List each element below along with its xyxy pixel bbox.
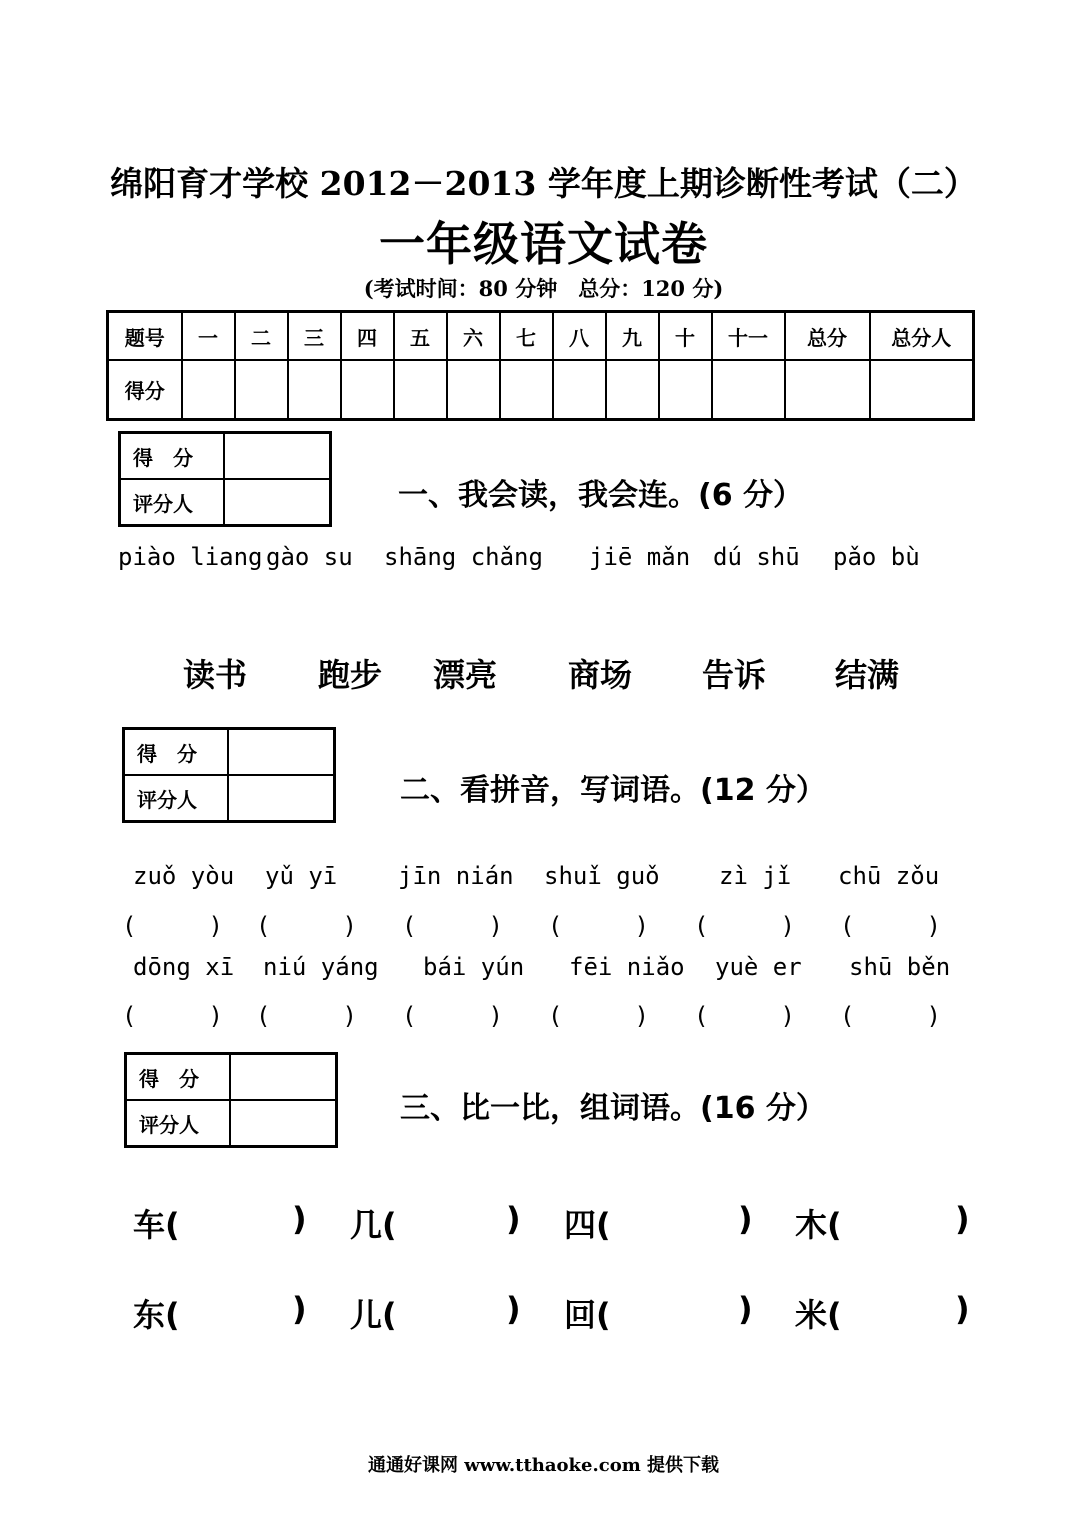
pinyin-item: shuǐ guǒ (544, 862, 660, 890)
word-item: 商场 (568, 656, 633, 694)
pinyin-item: zì jǐ (719, 862, 792, 890)
section-1-pinyin-row (118, 543, 923, 571)
pinyin-item: niú yáng (263, 953, 379, 981)
close-paren: ) (292, 1200, 307, 1238)
pinyin-item: yǔ yī (265, 862, 338, 890)
score-table-header: 八 (553, 312, 606, 361)
close-paren: ) (738, 1290, 753, 1328)
compare-char: 几( (350, 1206, 397, 1244)
section-1-words-row (183, 650, 915, 696)
score-label: 得 分 (124, 729, 229, 776)
score-cell[interactable] (500, 360, 553, 420)
word-item: 漂亮 (433, 656, 498, 694)
score-cell[interactable] (606, 360, 659, 420)
pinyin-item: shū běn (849, 953, 951, 981)
grader-field[interactable] (228, 775, 335, 822)
compare-char: 儿( (350, 1296, 397, 1334)
score-table-header: 题号 (108, 312, 182, 361)
word-item: 告诉 (702, 656, 767, 694)
compare-char: 回( (564, 1296, 611, 1334)
word-item: 读书 (183, 656, 248, 694)
answer-blank[interactable]: ( ) (694, 1002, 795, 1030)
score-table-header: 总分 (785, 312, 870, 361)
score-cell[interactable] (553, 360, 606, 420)
pinyin-item: yuè er (715, 953, 802, 981)
compare-char: 东( (133, 1296, 180, 1334)
section-2-blank-row-2 (122, 996, 950, 1031)
compare-char: 四( (564, 1206, 611, 1244)
section-3-heading: 三、比一比，组词语。(16 分） (400, 1091, 826, 1126)
compare-char: 木( (795, 1206, 842, 1244)
answer-blank[interactable]: ( ) (548, 1002, 649, 1030)
score-cell[interactable] (182, 360, 235, 420)
close-paren: ) (955, 1290, 970, 1328)
score-cell[interactable] (712, 360, 785, 420)
pinyin-item: chū zǒu (838, 862, 940, 890)
word-item: 结满 (835, 656, 900, 694)
score-cell[interactable] (341, 360, 394, 420)
score-table-header: 一 (182, 312, 235, 361)
answer-blank[interactable]: ( ) (256, 1002, 357, 1030)
close-paren: ) (738, 1200, 753, 1238)
score-cell[interactable] (235, 360, 288, 420)
close-paren: ) (506, 1200, 521, 1238)
score-label: 得 分 (120, 433, 225, 480)
score-table-header: 十一 (712, 312, 785, 361)
pinyin-item: jiē mǎn (589, 543, 691, 571)
pinyin-item: jīn nián (398, 862, 514, 890)
section-2-pinyin-row-2 (133, 953, 959, 981)
score-cell[interactable] (659, 360, 712, 420)
pinyin-item: zuǒ yòu (133, 862, 235, 890)
answer-blank[interactable]: ( ) (694, 912, 795, 940)
compare-char: 车( (133, 1206, 180, 1244)
score-field[interactable] (230, 1054, 337, 1101)
score-field[interactable] (224, 433, 331, 480)
pinyin-item: pǎo bù (833, 543, 920, 571)
answer-blank[interactable]: ( ) (122, 912, 223, 940)
score-table-header: 三 (288, 312, 341, 361)
compare-char: 米( (795, 1296, 842, 1334)
score-cell[interactable] (288, 360, 341, 420)
grader-label: 评分人 (124, 775, 229, 822)
word-item: 跑步 (318, 656, 383, 694)
score-row-label: 得分 (108, 360, 182, 420)
score-cell[interactable] (447, 360, 500, 420)
score-table-header: 二 (235, 312, 288, 361)
close-paren: ) (292, 1290, 307, 1328)
exam-info: (考试时间：80 分钟 总分：120 分) (363, 276, 724, 301)
footer-credit: 通通好课网 www.tthaoke.com 提供下载 (367, 1455, 720, 1476)
score-field[interactable] (228, 729, 335, 776)
section-1-heading: 一、我会读，我会连。(6 分） (398, 478, 804, 513)
score-table (106, 310, 975, 421)
score-table-header: 五 (394, 312, 447, 361)
school-name: 绵阳育才学校 2012－2013 学年度上期诊断性考试（二） (110, 164, 977, 203)
grader-box-2 (122, 727, 336, 823)
pinyin-item: fēi niǎo (569, 953, 685, 981)
grader-label: 评分人 (126, 1100, 231, 1147)
answer-blank[interactable]: ( ) (402, 912, 503, 940)
score-table-header: 九 (606, 312, 659, 361)
paper-title: 一年级语文试卷 (379, 217, 708, 271)
answer-blank[interactable]: ( ) (840, 912, 941, 940)
grader-field[interactable] (230, 1100, 337, 1147)
score-table-header: 七 (500, 312, 553, 361)
answer-blank[interactable]: ( ) (122, 1002, 223, 1030)
grader-field[interactable] (224, 479, 331, 526)
score-label: 得 分 (126, 1054, 231, 1101)
pinyin-item: gào su (266, 543, 353, 571)
pinyin-item: dōng xī (133, 953, 235, 981)
grader-box-1 (118, 431, 332, 527)
score-table-header: 六 (447, 312, 500, 361)
answer-blank[interactable]: ( ) (402, 1002, 503, 1030)
grader-box-3 (124, 1052, 338, 1148)
score-table-header: 总分人 (870, 312, 974, 361)
section-2-blank-row-1 (122, 906, 950, 941)
pinyin-item: shāng chǎng (384, 543, 543, 571)
score-cell[interactable] (394, 360, 447, 420)
pinyin-item: bái yún (423, 953, 525, 981)
score-table-header: 十 (659, 312, 712, 361)
answer-blank[interactable]: ( ) (840, 1002, 941, 1030)
score-table-header: 四 (341, 312, 394, 361)
section-2-heading: 二、看拼音，写词语。(12 分） (400, 773, 826, 808)
answer-blank[interactable]: ( ) (256, 912, 357, 940)
close-paren: ) (955, 1200, 970, 1238)
section-2-pinyin-row-1 (133, 862, 948, 890)
grader-label: 评分人 (120, 479, 225, 526)
close-paren: ) (506, 1290, 521, 1328)
pinyin-item: dú shū (713, 543, 800, 571)
score-cell[interactable] (870, 360, 974, 420)
answer-blank[interactable]: ( ) (548, 912, 649, 940)
score-cell[interactable] (785, 360, 870, 420)
pinyin-item: piào liang (118, 543, 263, 571)
